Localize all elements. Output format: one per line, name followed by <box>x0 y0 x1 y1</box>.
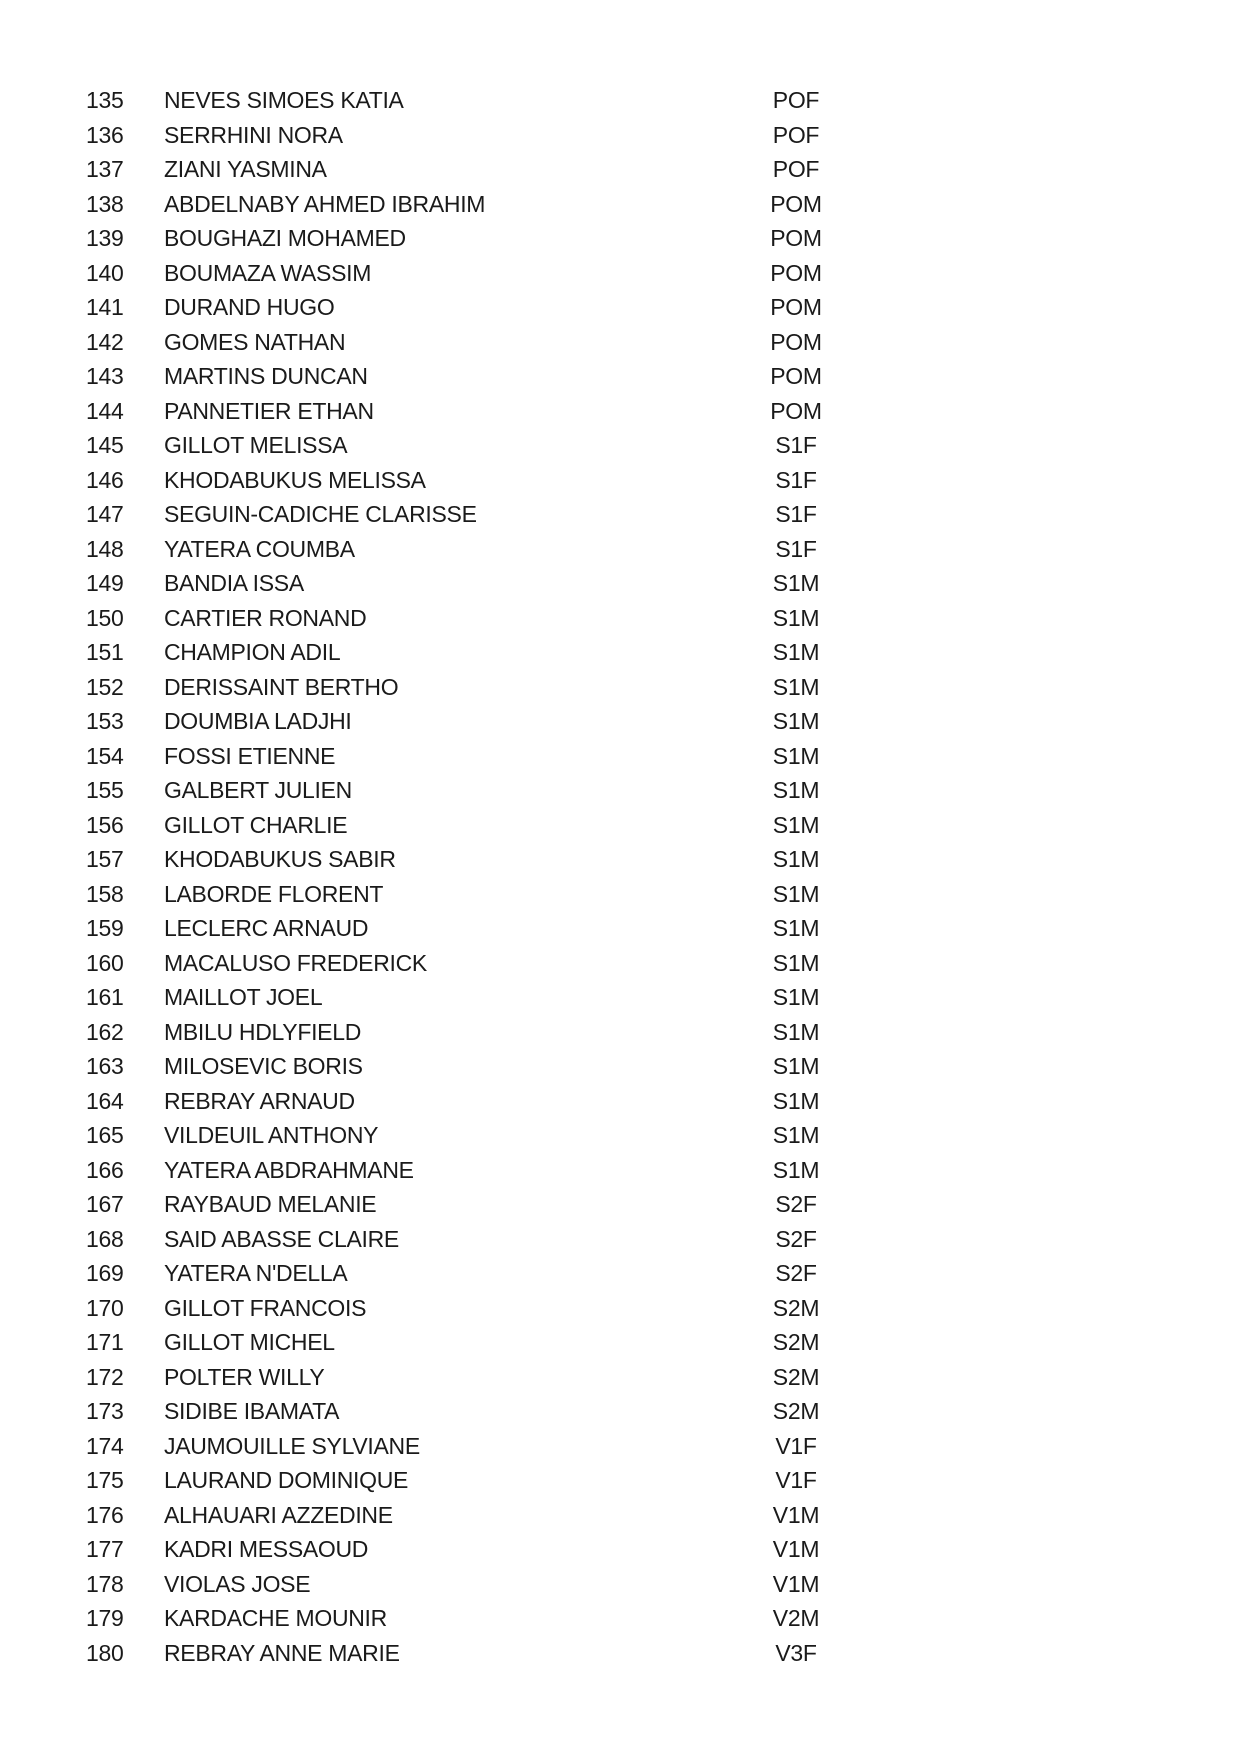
category-code: S2M <box>772 1294 820 1321</box>
participant-name: ALHAUARI AZZEDINE <box>164 1501 393 1528</box>
row-number: 142 <box>86 328 124 355</box>
category-code: S1M <box>772 673 820 700</box>
row-number: 179 <box>86 1605 124 1631</box>
participant-name: KARDACHE MOUNIR <box>164 1605 387 1631</box>
category-code: S2F <box>775 1260 817 1286</box>
row-number: 172 <box>86 1363 124 1390</box>
participant-name: SIDIBE IBAMATA <box>164 1398 340 1424</box>
category-code: S1M <box>772 1053 820 1079</box>
category-code: S1M <box>772 984 820 1010</box>
row-number: 178 <box>86 1570 124 1597</box>
list-row <box>0 1429 1241 1464</box>
category-code: POM <box>770 294 822 320</box>
row-number: 150 <box>86 604 124 631</box>
category-code: POM <box>770 397 822 424</box>
participant-name: CARTIER RONAND <box>164 604 367 631</box>
row-number: 166 <box>86 1156 124 1183</box>
list-row <box>0 1567 1241 1602</box>
list-row <box>0 463 1241 498</box>
row-number: 177 <box>86 1536 124 1562</box>
participant-name: RAYBAUD MELANIE <box>164 1191 377 1217</box>
row-number: 167 <box>86 1191 124 1217</box>
category-code: S1M <box>772 880 820 907</box>
participant-name: GILLOT MICHEL <box>164 1329 335 1355</box>
row-number: 162 <box>86 1018 124 1045</box>
participant-name: VIOLAS JOSE <box>164 1570 311 1597</box>
list-row <box>0 118 1241 153</box>
row-number: 153 <box>86 708 124 734</box>
category-code: S1F <box>775 535 817 562</box>
list-row <box>0 1463 1241 1498</box>
row-number: 149 <box>86 570 124 596</box>
row-number: 159 <box>86 915 124 941</box>
category-code: S2M <box>772 1398 820 1424</box>
category-code: V1M <box>772 1501 820 1528</box>
list-row <box>0 704 1241 739</box>
list-row <box>0 428 1241 463</box>
row-number: 136 <box>86 121 124 148</box>
participant-name: SAID ABASSE CLAIRE <box>164 1225 399 1252</box>
category-code: S1M <box>772 708 820 734</box>
row-number: 169 <box>86 1260 124 1286</box>
category-code: V1M <box>772 1570 820 1597</box>
participant-name: POLTER WILLY <box>164 1363 325 1390</box>
row-number: 157 <box>86 846 124 872</box>
list-row <box>0 1256 1241 1291</box>
participant-name: MBILU HDLYFIELD <box>164 1018 362 1045</box>
row-number: 141 <box>86 294 124 320</box>
participant-name: CHAMPION ADIL <box>164 639 341 665</box>
participant-name: REBRAY ARNAUD <box>164 1087 355 1114</box>
participant-name: SEGUIN-CADICHE CLARISSE <box>164 501 477 527</box>
participant-name: KHODABUKUS SABIR <box>164 846 396 872</box>
row-number: 170 <box>86 1294 124 1321</box>
category-code: POF <box>772 121 820 148</box>
row-number: 152 <box>86 673 124 700</box>
category-code: POF <box>772 87 820 113</box>
category-code: S1M <box>772 811 820 838</box>
participant-name: GOMES NATHAN <box>164 328 346 355</box>
row-number: 146 <box>86 466 124 493</box>
row-number: 171 <box>86 1329 124 1355</box>
list-row <box>0 325 1241 360</box>
list-row <box>0 739 1241 774</box>
category-code: S1M <box>772 1087 820 1114</box>
row-number: 165 <box>86 1122 124 1148</box>
category-code: V1M <box>772 1536 820 1562</box>
participant-name: KADRI MESSAOUD <box>164 1536 369 1562</box>
participant-name: YATERA COUMBA <box>164 535 355 562</box>
list-row <box>0 1636 1241 1671</box>
list-row <box>0 1532 1241 1567</box>
row-number: 175 <box>86 1467 124 1493</box>
row-number: 135 <box>86 87 124 113</box>
participant-name: JAUMOUILLE SYLVIANE <box>164 1432 420 1459</box>
participant-name: YATERA N'DELLA <box>164 1260 348 1286</box>
category-code: POF <box>772 156 820 182</box>
row-number: 155 <box>86 777 124 803</box>
participant-name: BANDIA ISSA <box>164 570 304 596</box>
participant-name: VILDEUIL ANTHONY <box>164 1122 379 1148</box>
list-row <box>0 1601 1241 1636</box>
list-row <box>0 1187 1241 1222</box>
category-code: S1M <box>772 846 820 872</box>
category-code: POM <box>770 190 822 217</box>
list-row <box>0 773 1241 808</box>
list-row <box>0 1153 1241 1188</box>
participant-name: REBRAY ANNE MARIE <box>164 1639 400 1666</box>
list-row <box>0 1118 1241 1153</box>
row-number: 147 <box>86 501 124 527</box>
participant-name: SERRHINI NORA <box>164 121 343 148</box>
list-row <box>0 290 1241 325</box>
row-number: 156 <box>86 811 124 838</box>
list-row <box>0 1015 1241 1050</box>
list-row <box>0 911 1241 946</box>
category-code: S1M <box>772 777 820 803</box>
category-code: S2F <box>775 1191 817 1217</box>
list-row <box>0 877 1241 912</box>
category-code: S1F <box>775 432 817 458</box>
category-code: S2F <box>775 1225 817 1252</box>
participant-name: BOUGHAZI MOHAMED <box>164 225 406 251</box>
list-row <box>0 152 1241 187</box>
list-row <box>0 1360 1241 1395</box>
list-row <box>0 1222 1241 1257</box>
category-code: POM <box>770 328 822 355</box>
participant-name: GILLOT CHARLIE <box>164 811 348 838</box>
list-row <box>0 946 1241 981</box>
participant-name: LAURAND DOMINIQUE <box>164 1467 409 1493</box>
row-number: 144 <box>86 397 124 424</box>
participant-name: DERISSAINT BERTHO <box>164 673 399 700</box>
list-row <box>0 1498 1241 1533</box>
participant-name: MAILLOT JOEL <box>164 984 323 1010</box>
category-code: V3F <box>775 1639 817 1666</box>
participant-name: MILOSEVIC BORIS <box>164 1053 363 1079</box>
list-row <box>0 1084 1241 1119</box>
category-code: V1F <box>775 1467 817 1493</box>
row-number: 180 <box>86 1639 124 1666</box>
row-number: 173 <box>86 1398 124 1424</box>
list-row <box>0 980 1241 1015</box>
participant-name: GILLOT FRANCOIS <box>164 1294 367 1321</box>
participant-name: YATERA ABDRAHMANE <box>164 1156 414 1183</box>
list-row <box>0 842 1241 877</box>
list-row <box>0 1291 1241 1326</box>
category-code: S1M <box>772 639 820 665</box>
category-code: S1M <box>772 604 820 631</box>
participant-name: DURAND HUGO <box>164 294 335 320</box>
row-number: 154 <box>86 742 124 769</box>
list-row <box>0 635 1241 670</box>
row-number: 168 <box>86 1225 124 1252</box>
list-row <box>0 256 1241 291</box>
list-row <box>0 532 1241 567</box>
row-number: 143 <box>86 363 124 389</box>
participant-name: ABDELNABY AHMED IBRAHIM <box>164 190 486 217</box>
participant-name: BOUMAZA WASSIM <box>164 259 372 286</box>
list-row <box>0 808 1241 843</box>
row-number: 148 <box>86 535 124 562</box>
row-number: 161 <box>86 984 124 1010</box>
row-number: 158 <box>86 880 124 907</box>
participant-name: DOUMBIA LADJHI <box>164 708 352 734</box>
row-number: 163 <box>86 1053 124 1079</box>
row-number: 145 <box>86 432 124 458</box>
category-code: S1M <box>772 915 820 941</box>
list-row <box>0 1049 1241 1084</box>
row-number: 139 <box>86 225 124 251</box>
category-code: V2M <box>772 1605 820 1631</box>
category-code: S1M <box>772 1018 820 1045</box>
list-row <box>0 566 1241 601</box>
category-code: S2M <box>772 1363 820 1390</box>
participant-name: MACALUSO FREDERICK <box>164 949 427 976</box>
row-number: 164 <box>86 1087 124 1114</box>
list-row <box>0 1325 1241 1360</box>
list-row <box>0 221 1241 256</box>
list-row <box>0 187 1241 222</box>
participant-name: FOSSI ETIENNE <box>164 742 336 769</box>
participant-name: LABORDE FLORENT <box>164 880 384 907</box>
participant-name: LECLERC ARNAUD <box>164 915 369 941</box>
row-number: 174 <box>86 1432 124 1459</box>
category-code: POM <box>770 259 822 286</box>
category-code: S1M <box>772 949 820 976</box>
category-code: S1F <box>775 501 817 527</box>
list-row <box>0 497 1241 532</box>
participant-name: KHODABUKUS MELISSA <box>164 466 426 493</box>
category-code: POM <box>770 225 822 251</box>
list-row <box>0 601 1241 636</box>
participant-name: GILLOT MELISSA <box>164 432 348 458</box>
category-code: S1F <box>775 466 817 493</box>
category-code: S1M <box>772 742 820 769</box>
category-code: S2M <box>772 1329 820 1355</box>
list-row <box>0 1394 1241 1429</box>
category-code: S1M <box>772 1156 820 1183</box>
list-row <box>0 359 1241 394</box>
row-number: 160 <box>86 949 124 976</box>
participant-list <box>0 83 1241 1670</box>
list-row <box>0 394 1241 429</box>
participant-name: NEVES SIMOES KATIA <box>164 87 404 113</box>
row-number: 140 <box>86 259 124 286</box>
participant-name: ZIANI YASMINA <box>164 156 327 182</box>
row-number: 137 <box>86 156 124 182</box>
list-row <box>0 670 1241 705</box>
list-row <box>0 83 1241 118</box>
row-number: 138 <box>86 190 124 217</box>
category-code: S1M <box>772 570 820 596</box>
row-number: 151 <box>86 639 124 665</box>
participant-name: GALBERT JULIEN <box>164 777 352 803</box>
category-code: V1F <box>775 1432 817 1459</box>
row-number: 176 <box>86 1501 124 1528</box>
participant-name: MARTINS DUNCAN <box>164 363 368 389</box>
category-code: S1M <box>772 1122 820 1148</box>
participant-name: PANNETIER ETHAN <box>164 397 374 424</box>
category-code: POM <box>770 363 822 389</box>
